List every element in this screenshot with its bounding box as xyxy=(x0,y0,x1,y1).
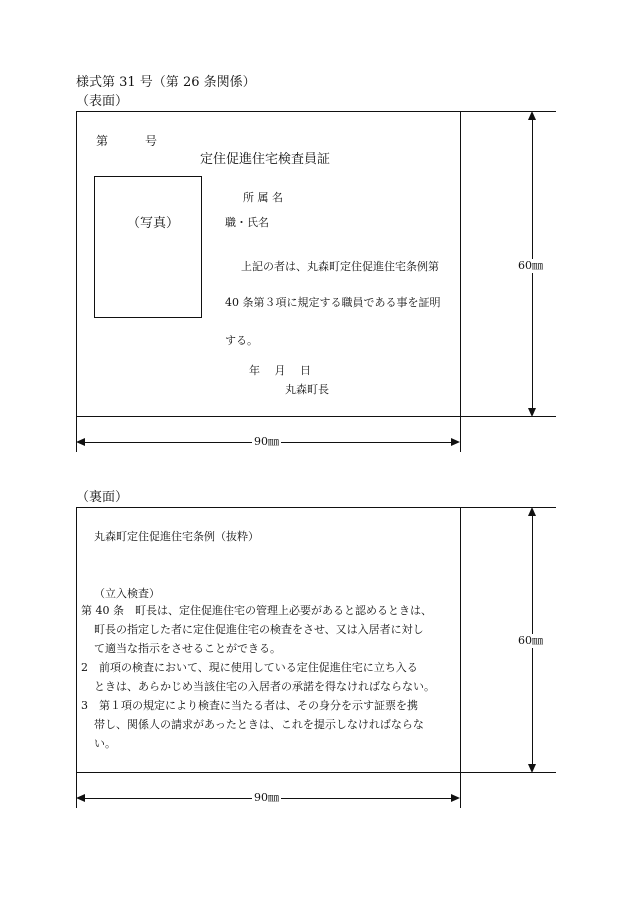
back-height-label: 60㎜ xyxy=(518,634,543,647)
certification-line-3: する。 xyxy=(225,334,258,347)
front-right-extension-line xyxy=(460,416,461,452)
number-label-right: 号 xyxy=(145,134,158,148)
affiliation-label: 所 属 名 xyxy=(243,191,283,204)
back-section-label: （裏面） xyxy=(76,490,129,505)
article-line-5: ときは、あらかじめ当該住宅の入居者の承諾を得なければならない。 xyxy=(94,680,435,693)
front-height-arrow-up-icon xyxy=(528,111,536,120)
back-top-extension-line xyxy=(460,507,556,508)
front-section-label: （表面） xyxy=(76,94,129,109)
article-line-3: て適当な指示をさせることができる。 xyxy=(94,642,281,655)
photo-box xyxy=(94,176,202,318)
back-width-label: 90㎜ xyxy=(254,791,279,804)
front-height-label: 60㎜ xyxy=(518,259,543,272)
front-width-label: 90㎜ xyxy=(254,435,279,448)
photo-label: （写真） xyxy=(127,216,180,231)
article-heading: （立入検査） xyxy=(94,587,160,600)
date-line: 年 月 日 xyxy=(249,364,311,377)
article-line-1: 第 40 条 町長は、定住促進住宅の管理上必要があると認めるときは、 xyxy=(81,604,432,617)
card-title: 定住促進住宅検査員証 xyxy=(200,152,331,167)
back-height-arrow-up-icon xyxy=(528,507,536,516)
front-bottom-extension-line xyxy=(460,416,556,417)
front-width-arrow-left-icon xyxy=(76,438,85,446)
back-width-arrow-left-icon xyxy=(76,794,85,802)
ordinance-title: 丸森町定住促進住宅条例（抜粋） xyxy=(94,530,259,543)
certification-line-1: 上記の者は、丸森町定住促進住宅条例第 xyxy=(241,260,439,273)
article-line-7: 帯し、関係人の請求があったときは、これを提示しなければならな xyxy=(94,718,424,731)
front-height-arrow-down-icon xyxy=(528,408,536,417)
back-right-extension-line xyxy=(460,772,461,808)
back-height-arrow-down-icon xyxy=(528,764,536,773)
number-label-left: 第 xyxy=(96,134,109,148)
front-top-extension-line xyxy=(460,111,556,112)
article-line-8: い。 xyxy=(94,737,116,750)
front-width-arrow-right-icon xyxy=(451,438,460,446)
article-line-4: 2 前項の検査において、現に使用している定住促進住宅に立ち入る xyxy=(81,661,418,674)
back-left-extension-line xyxy=(76,772,77,808)
article-line-2: 町長の指定した者に定住促進住宅の検査をさせ、又は入居者に対し xyxy=(94,623,424,636)
position-name-label: 職・氏名 xyxy=(225,216,269,229)
back-width-arrow-right-icon xyxy=(451,794,460,802)
form-title: 様式第 31 号（第 26 条関係） xyxy=(76,75,256,90)
front-left-extension-line xyxy=(76,416,77,452)
certification-line-2: 40 条第３項に規定する職員である事を証明 xyxy=(225,296,441,309)
article-line-6: 3 第１項の規定により検査に当たる者は、その身分を示す証票を携 xyxy=(81,699,418,712)
back-card xyxy=(76,507,461,773)
back-bottom-extension-line xyxy=(460,772,556,773)
issuer: 丸森町長 xyxy=(285,383,329,396)
